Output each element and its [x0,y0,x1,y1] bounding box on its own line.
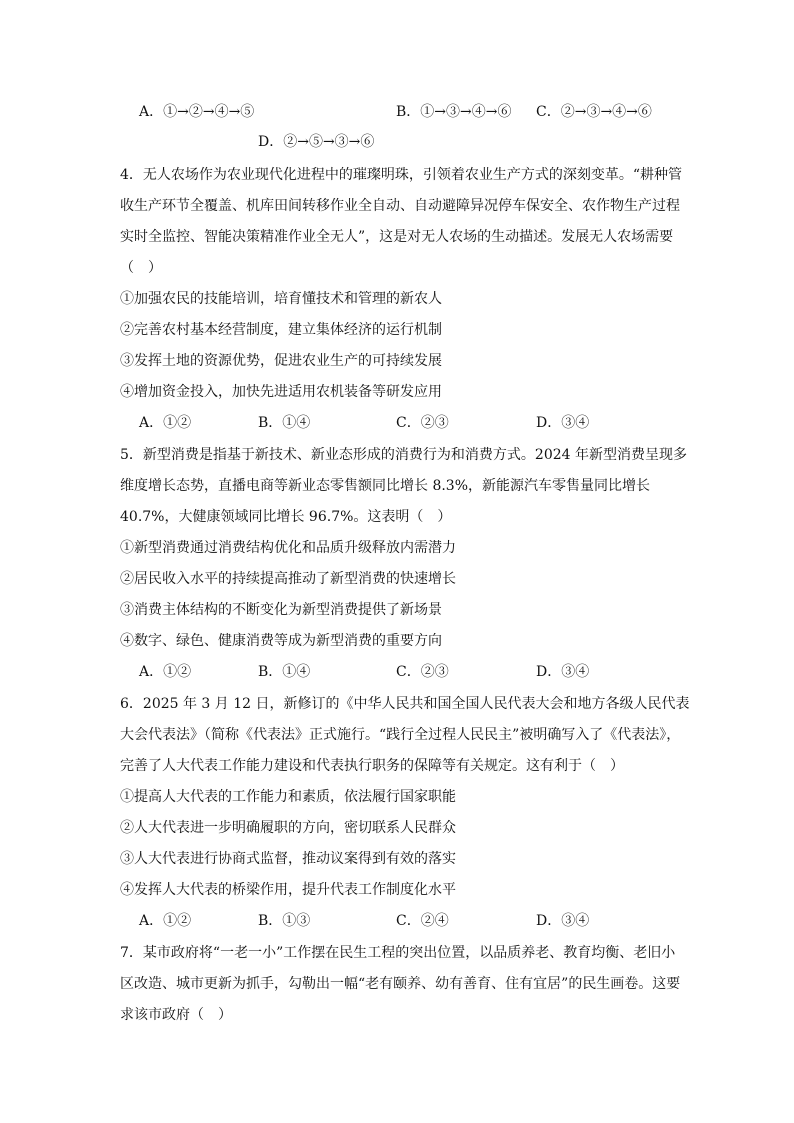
q4-option-a: A．①② [139,415,192,431]
q6-option-a: A．①② [139,913,192,929]
q6-option-d: D．③④ [536,913,590,929]
q5-option-b: B．①④ [258,664,311,680]
q3-option-c: C．②→③→④→⑥ [536,104,652,120]
q3-options-row-2 [0,129,794,155]
q4-statement: ④增加资金投入，加快先进适用农机装备等研发应用 [120,384,442,400]
q4-statement: ③发挥土地的资源优势，促进农业生产的可持续发展 [120,353,442,369]
q3-option-d: D．②→⑤→③→⑥ [258,134,375,150]
q7-stem-line: 7．某市政府将“一老一小”工作摆在民生工程的突出位置，以品质养老、教育均衡、老旧小 [120,945,676,961]
q5-stem-line: 40.7%，大健康领域同比增长 96.7%。这表明（ ） [120,509,452,525]
q5-option-c: C．②③ [396,664,449,680]
q6-statement: ②人大代表进一步明确履职的方向，密切联系人民群众 [120,820,456,836]
q5-statement: ②居民收入水平的持续提高推动了新型消费的快速增长 [120,571,456,587]
q5-statement: ③消费主体结构的不断变化为新型消费提供了新场景 [120,602,442,618]
q7-stem-line: 求该市政府（ ） [120,1007,232,1023]
q6-option-b: B．①③ [258,913,311,929]
q5-stem-line: 5．新型消费是指基于新技术、新业态形成的消费行为和消费方式。2024 年新型消费呈现多 [120,447,687,463]
q4-stem-line: 实时全监控、智能决策精准作业全无人”，这是对无人农场的生动描述。发展无人农场需要 [120,229,674,245]
q6-statement: ①提高人大代表的工作能力和素质，依法履行国家职能 [120,789,456,805]
q6-option-c: C．②④ [396,913,449,929]
q6-stem-line: 完善了人大代表工作能力建设和代表执行职务的保障等有关规定。这有利于（ ） [120,758,624,774]
q4-stem-line: 收生产环节全覆盖、机库田间转移作业全自动、自动避障异况停车保安全、农作物生产过程 [120,198,680,214]
q6-stem-line: 大会代表法》（简称《代表法》正式施行。“践行全过程人民民主”被明确写入了《代表法》， [120,727,681,743]
q4-statement: ②完善农村基本经营制度，建立集体经济的运行机制 [120,322,442,338]
q3-option-a: A．①→②→④→⑤ [139,104,255,120]
q4-stem-line: （ ） [120,260,162,276]
q6-options [0,908,794,934]
q4-statement: ①加强农民的技能培训，培育懂技术和管理的新农人 [120,291,442,307]
q5-stem-line: 维度增长态势，直播电商等新业态零售额同比增长 8.3%，新能源汽车零售量同比增长 [120,478,651,494]
q4-option-d: D．③④ [536,415,590,431]
q6-statement: ③人大代表进行协商式监督，推动议案得到有效的落实 [120,851,456,867]
q4-stem-line: 4．无人农场作为农业现代化进程中的璀璨明珠，引领着农业生产方式的深刻变革。“耕种管 [120,167,683,183]
q4-option-b: B．①④ [258,415,311,431]
q5-options [0,659,794,685]
q3-option-b: B．①→③→④→⑥ [396,104,512,120]
q3-options-row-1 [0,99,794,125]
q5-statement: ①新型消费通过消费结构优化和品质升级释放内需潜力 [120,540,456,556]
q5-option-a: A．①② [139,664,192,680]
q4-option-c: C．②③ [396,415,449,431]
q5-option-d: D．③④ [536,664,590,680]
q7-stem-line: 区改造、城市更新为抓手，勾勒出一幅“老有颐养、幼有善育、住有宜居”的民生画卷。这要 [120,976,681,992]
q5-statement: ④数字、绿色、健康消费等成为新型消费的重要方向 [120,633,442,649]
q4-options [0,410,794,436]
q6-statement: ④发挥人大代表的桥梁作用，提升代表工作制度化水平 [120,882,456,898]
q6-stem-line: 6．2025 年 3 月 12 日，新修订的《中华人民共和国全国人民代表大会和地方各级人民代表 [120,696,690,712]
